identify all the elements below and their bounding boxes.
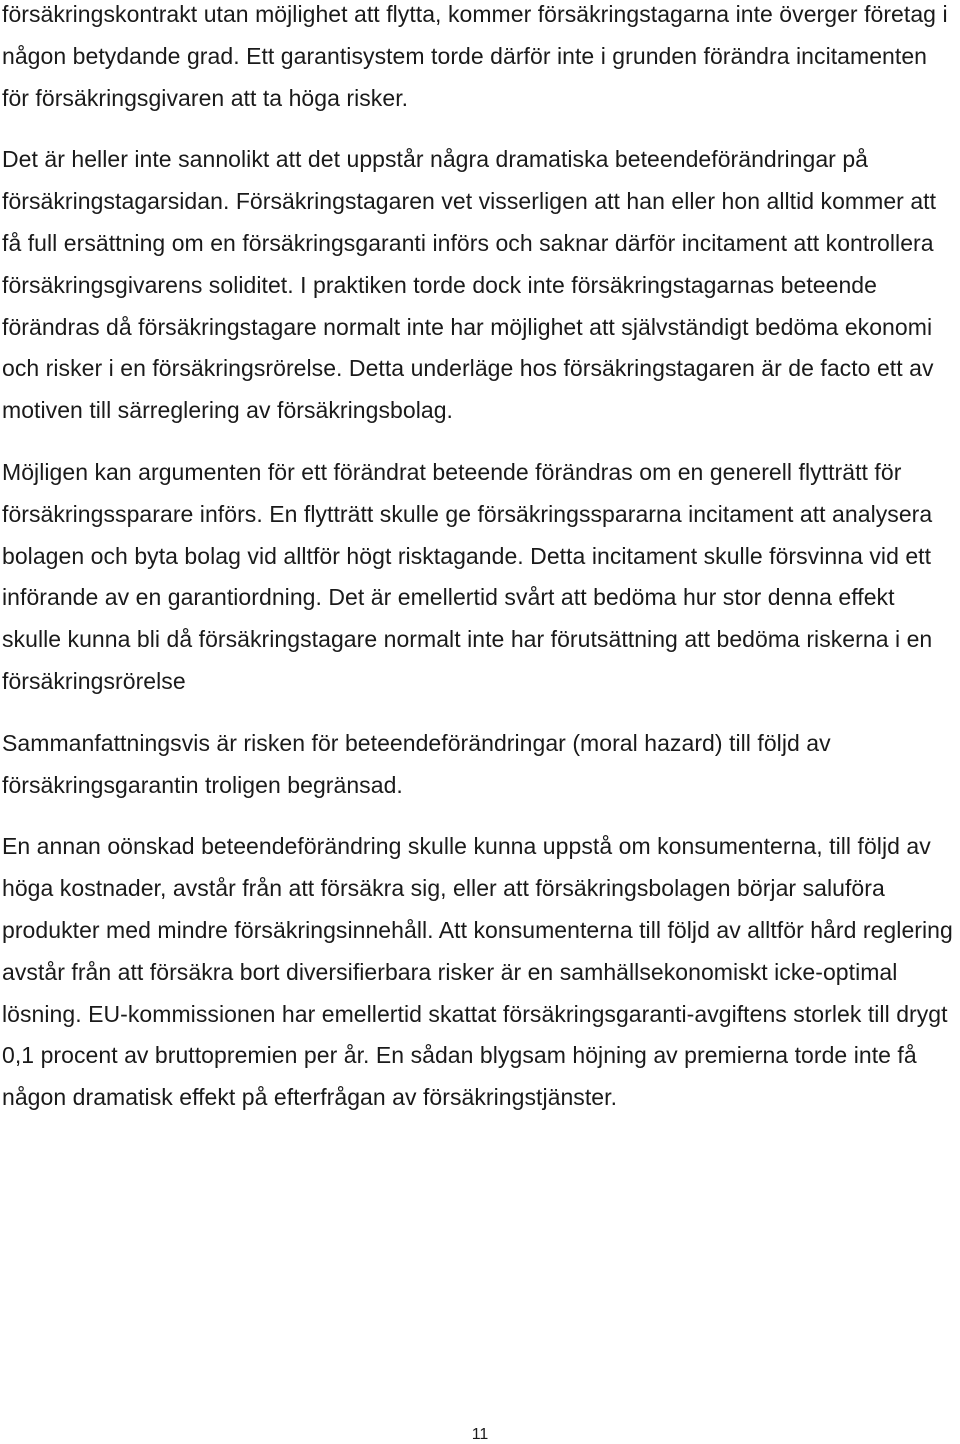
page-number: 11 — [471, 1426, 489, 1443]
body-text — [2, 0, 958, 1119]
paragraph-2: Det är heller inte sannolikt att det uppstår några dramatiska beteendeförändringar på försäkringstagarsidan. Försäkringstagaren vet visserligen att han eller hon alltid kommer att få full ersättning om en försäkringsgaranti införs och saknar därför incitament att kontrollera försäkringsgivarens soliditet. I praktiken torde dock inte försäkringstagarnas beteende förändras då försäkringstagare normalt inte har möjlighet att självständigt bedöma ekonomi och risker i en försäkringsrörelse. Detta underläge hos försäkringstagaren är de facto ett av motiven till särreglering av försäkringsbolag. — [2, 146, 937, 424]
paragraph-1: försäkringskontrakt utan möjlighet att flytta, kommer försäkringstagarna inte överger företag i någon betydande grad. Ett garantisystem torde därför inte i grunden förändra incitamenten för försäkringsgivaren att ta höga risker. — [2, 1, 948, 111]
paragraph-5: En annan oönskad beteendeförändring skulle kunna uppstå om konsumenterna, till följd av höga kostnader, avstår från att försäkra sig, eller att försäkringsbolagen börjar saluföra produkter med mindre försäkringsinnehåll. Att konsumenterna till följd av alltför hård reglering avstår från att försäkra bort diversifierbara risker är en samhällsekonomiskt icke-optimal lösning. EU-kommissionen har emellertid skattat försäkringsgaranti-avgiftens storlek till drygt 0,1 procent av bruttopremien per år. En sådan blygsam höjning av premierna torde inte få någon dramatisk effekt på efterfrågan av försäkringstjänster. — [2, 833, 953, 1111]
paragraph-3: Möjligen kan argumenten för ett förändrat beteende förändras om en generell flytträtt för försäkringssparare införs. En flytträtt skulle ge försäkringsspararna incitament att analysera bolagen och byta bolag vid alltför högt risktagande. Detta incitament skulle försvinna vid ett införande av en garantiordning. Det är emellertid svårt att bedöma hur stor denna effekt skulle kunna bli då försäkringstagare normalt inte har förutsättning att bedöma riskerna i en försäkringsrörelse — [2, 458, 933, 694]
paragraph-4: Sammanfattningsvis är risken för beteendeförändringar (moral hazard) till följd av försäkringsgarantin troligen begränsad. — [2, 729, 831, 798]
